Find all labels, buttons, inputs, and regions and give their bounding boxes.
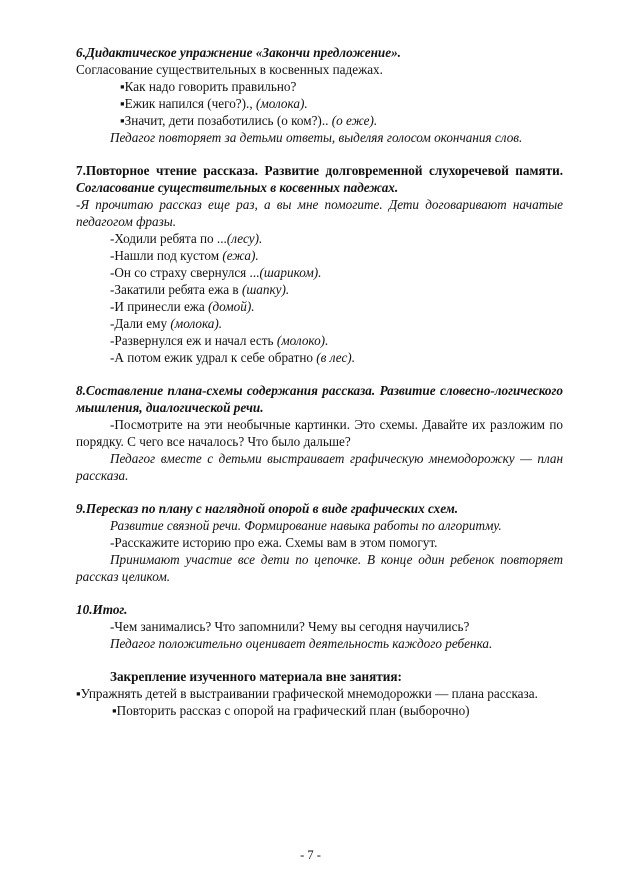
section-10-note: Педагог положительно оценивает деятельность каждого ребенка. [110, 636, 493, 651]
section-10-text: -Чем занимались? Что запомнили? Чему вы сегодня научились? [110, 619, 470, 634]
section-8-note: Педагог вместе с детьми выстраивает графическую мнемодорожку — план рассказа. [76, 451, 563, 483]
section-7-title: 7.Повторное чтение рассказа. Развитие долговременной слухоречевой памяти. Согласование существительных в косвенных падежах. [76, 163, 563, 195]
section-8-title: 8.Составление плана-схемы содержания рассказа. Развитие словесно-логического мышления, диалогической речи. [76, 383, 563, 415]
section-6-title: 6.Дидактическое упражнение «Закончи предложение». [76, 45, 401, 60]
section-9-title: 9.Пересказ по плану с наглядной опорой в виде графических схем. [76, 501, 459, 516]
section-7-line-3: -Он со страху свернулся ...(шариком). [110, 265, 322, 280]
section-7-line-4: -Закатили ребята ежа в (шапку). [110, 282, 290, 297]
consolidation-item-1: ▪Упражнять детей в выстраивании графической мнемодорожки — плана рассказа. [76, 686, 538, 701]
section-7-line-7: -Развернулся еж и начал есть (молоко). [110, 333, 329, 348]
document-body [76, 44, 563, 719]
section-6-bullet-1: ▪Как надо говорить правильно? [120, 79, 297, 94]
section-7-line-5: -И принесли ежа (домой). [110, 299, 255, 314]
page-number: - 7 - [300, 848, 321, 862]
section-6-note: Педагог повторяет за детьми ответы, выделяя голосом окончания слов. [110, 130, 523, 145]
section-10-title: 10.Итог. [76, 602, 128, 617]
section-9-text: -Расскажите историю про ежа. Схемы вам в этом помогут. [110, 535, 438, 550]
section-7-line-1: -Ходили ребята по ...(лесу). [110, 231, 263, 246]
section-7-intro: -Я прочитаю рассказ еще раз, а вы мне помогите. Дети договаривают начатые педагогом фразы. [76, 197, 563, 229]
section-6-bullet-3: ▪Значит, дети позаботились (о ком?).. (о еже). [120, 113, 378, 128]
section-7-line-2: -Нашли под кустом (ежа). [110, 248, 259, 263]
section-9-subtitle: Развитие связной речи. Формирование навыка работы по алгоритму. [110, 518, 502, 533]
section-7-line-6: -Дали ему (молока). [110, 316, 223, 331]
section-8-text: -Посмотрите на эти необычные картинки. Это схемы. Давайте их разложим по порядку. С чего все началось? Что было дальше? [76, 417, 563, 449]
section-6-subtitle: Согласование существительных в косвенных падежах. [76, 62, 383, 77]
consolidation-item-2: ▪Повторить рассказ с опорой на графический план (выборочно) [112, 703, 470, 718]
section-9-note: Принимают участие все дети по цепочке. В конце один ребенок повторяет рассказ целиком. [76, 552, 563, 584]
consolidation-title: Закрепление изученного материала вне занятия: [110, 669, 402, 684]
section-6-bullet-2: ▪Ежик напился (чего?)., (молока). [120, 96, 308, 111]
section-7-line-8: -А потом ежик удрал к себе обратно (в лес). [110, 350, 355, 365]
